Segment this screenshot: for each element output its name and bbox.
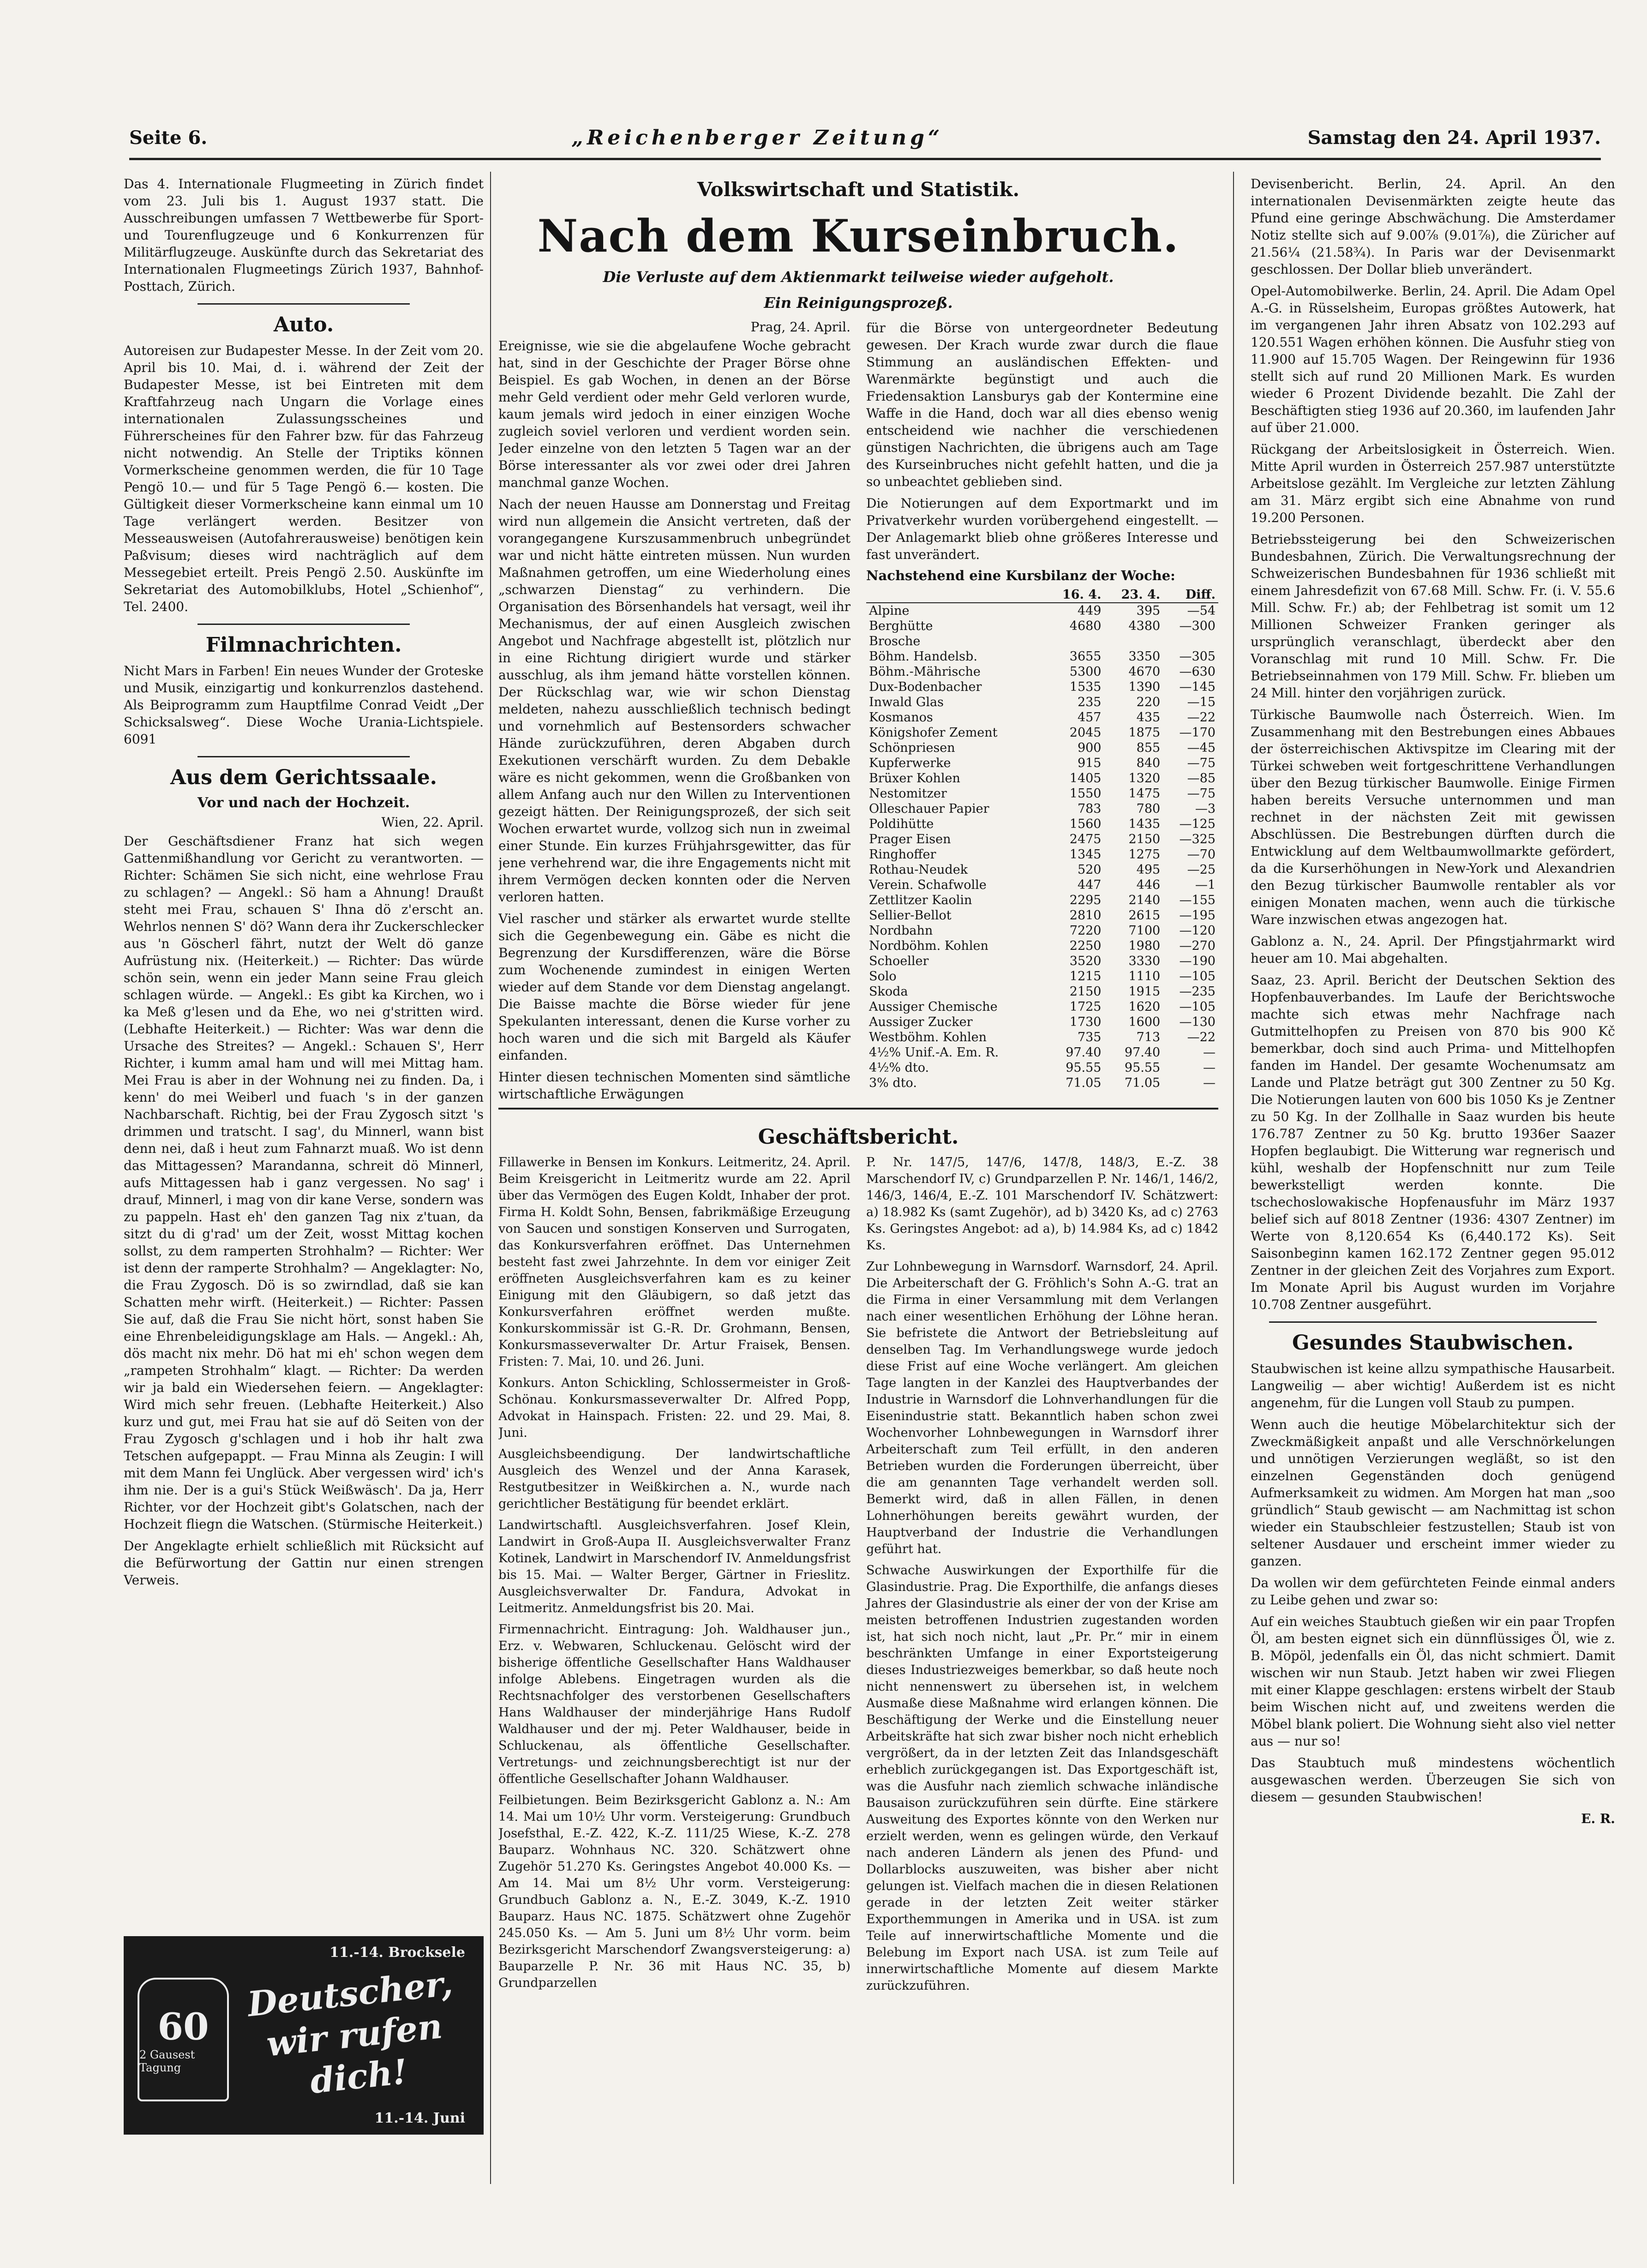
section-heading-gericht: Aus dem Gerichtssaale. [170, 766, 437, 789]
table-cell: Olleschauer Papier [869, 802, 989, 816]
table-cell: 1730 [1069, 1015, 1102, 1029]
section-divider [498, 1108, 1218, 1110]
dateline: Prag, 24. April. [750, 319, 850, 335]
table-cell: 71.05 [1066, 1076, 1102, 1090]
table-cell: —25 [1187, 863, 1216, 877]
table-cell: —155 [1179, 893, 1216, 907]
article-paragraph: Da wollen wir dem gefürchteten Feinde einmal anders zu Leibe gehen und zwar so: [1251, 1575, 1615, 1608]
table-row [866, 847, 1218, 862]
table-cell: Schoeller [869, 954, 929, 968]
table-cell: Sellier-Bellot [869, 908, 952, 923]
table-cell: — [1203, 1061, 1216, 1075]
table-cell: 5300 [1069, 665, 1102, 679]
ad-badge-text: 2 Gausest Tagung [139, 2048, 195, 2074]
table-cell: 95.55 [1124, 1061, 1161, 1075]
table-cell: 97.40 [1066, 1045, 1102, 1060]
section-heading-auto: Auto. [273, 313, 334, 336]
table-cell: 495 [1136, 863, 1161, 877]
table-cell: — [1203, 1045, 1216, 1060]
table-row [866, 1060, 1218, 1075]
table-cell: 1390 [1128, 680, 1161, 694]
table-cell: —235 [1179, 984, 1216, 999]
table-cell: 855 [1136, 741, 1161, 755]
table-cell: —85 [1187, 771, 1216, 786]
article-paragraph: Nach der neuen Hausse am Donnerstag und Freitag wird nun allgemein die Ansicht vertreten, daß der vorangegangene Kurszusammenbruch unbegründet war und nicht hätte eintreten müssen. Nun wurden Maßnahmen getroffen, um eine Wiederholung eines „schwarzen Dienstag“ zu verhindern. Die Organisation des Börsenhandels hat versagt, weil ihr Mechanismus, der auf einen Ausgleich zwischen Angebot und Nachfrage abgestellt ist, plötzlich nur in eine Richtung dirigiert wurde und stärker ausschlug, als ihm jemand hätte vorstellen können. Der Rückschlag war, wie wir schon Dienstag meldeten, nahezu ausschließlich technisch bedingt und vornehmlich auf Bestensorders schwacher Hände zurückzuführen, deren Abgaben durch Exekutionen verschärft wurden. Zu dem Debakle wäre es nicht gekommen, wenn die Großbanken von allem Anfang auch nur den Willen zu Interventionen gezeigt hätten. Der Reinigungsprozeß, der sich seit Wochen erwartet wurde, vollzog sich nun in zweimal einer Stunde. Ein kurzes Frühjahrsgewitter, das für jene verhehrend war, die ihre Engagements nicht mit ihrem Vermögen decken konnten oder die Nerven verloren hatten. [498, 497, 850, 905]
table-cell: Schönpriesen [869, 741, 955, 755]
page-number: Seite 6. [129, 126, 208, 149]
table-cell: 2150 [1069, 984, 1102, 999]
ad-badge-number: 60 [157, 2005, 209, 2048]
table-cell: 71.05 [1124, 1076, 1161, 1090]
article-paragraph: Staubwischen ist keine allzu sympathische Hausarbeit. Langweilig — aber wichtig! Außerdem ist es nicht angenehm, für die Lungen voll Staub zu pumpen. [1251, 1361, 1615, 1410]
table-row [866, 756, 1218, 771]
notice: Ausgleichsbeendigung. Der landwirtschaftliche Ausgleich des Wenzel und der Anna Karasek, Restgutbesitzer in Weißkirchen a. N., wurde nach gerichtlicher Bestätigung für beendet erklärt. [498, 1447, 850, 1511]
table-cell: 735 [1077, 1030, 1102, 1044]
table-cell: —70 [1187, 847, 1216, 862]
table-cell: —105 [1179, 1000, 1216, 1014]
article-paragraph: Wenn auch die heutige Möbelarchitektur sich der Zweckmäßigkeit anpaßt und alle Verschnörkelungen und unnötigen Verzierungen wegläßt, so ist den einzelnen Gegenständen doch genügend Aufmerksamkeit zu widmen. Am Morgen hat man „soo gründlich“ Staub gewischt — am Nachmittag ist schon wieder ein Staubschleier festzustellen; Staub ist von seltener Ausdauer und erscheint immer wieder zu ganzen. [1251, 1417, 1615, 1569]
table-cell [1045, 634, 1104, 649]
table-cell: Skoda [869, 984, 908, 999]
table-header-cell: Diff. [1163, 587, 1218, 603]
table-cell [1163, 634, 1218, 649]
notice: Firmennachricht. Eintragung: Joh. Waldhauser jun., Erz. v. Webwaren, Schluckenau. Gelöscht wird der bisherige öffentliche Gesellschafter Hans Waldhauser infolge Ablebens. Eingetragen wurden als die Rechtsnachfolger des verstorbenen Gesellschafters Hans Waldhauser der minderjährige Hans Rudolf Waldhauser und der mj. Peter Waldhauser, beide in Schluckenau, als öffentliche Gesellschafter. Vertretungs- und zeichnungsberechtigt ist nur der öffentliche Gesellschafter Johann Waldhauser. [498, 1622, 850, 1786]
table-cell: Inwald Glas [869, 695, 944, 709]
table-cell: —130 [1179, 1015, 1216, 1029]
table-cell: 1535 [1069, 680, 1102, 694]
table-cell: Poldihütte [869, 817, 934, 831]
table-cell: Solo [869, 969, 897, 984]
masthead [129, 124, 1601, 151]
table-cell: 1345 [1069, 847, 1102, 862]
table-cell: 449 [1077, 604, 1102, 618]
table-cell: Nordböhm. Kohlen [869, 939, 988, 953]
table-cell: — [1203, 1076, 1216, 1090]
table-cell: 220 [1136, 695, 1161, 709]
article-hopfen: Saaz, 23. April. Bericht der Deutschen Sektion des Hopfenbauverbandes. Im Laufe der Berichtswoche machte sich etwas mehr Nachfrage nach Gutmittelhopfen zu Preisen von 870 bis 900 Kč bemerkbar, doch sind auch Prima- und Mittelhopfen fanden im Handel. Der gesamte Wochenumsatz am Lande und Platze beträgt gut 300 Zentner zu 50 Kg. Die Notierungen lauten von 600 bis 1050 Ks je Zentner zu 50 Kg. In der Zollhalle in Saaz wurden bis heute 176.787 Zentner zu 50 Kg. brutto 1936er Saazer Hopfen beglaubigt. Die Witterung war regnerisch und kühl, weshalb der Hopfenschnitt nur zum Teile bewerkstelligt werden konnte. Die tschechoslowakische Hopfenausfuhr im März 1937 belief sich auf 8018 Zentner (1936: 4307 Zentner) im Werte von 8,120.654 Ks (6,440.172 Ks). Seit Saisonbeginn kamen 162.172 Zentner gegen 95.012 Zentner in der gleichen Zeit des Vorjahres zum Export. Im Monate April bis August wurden im Vorjahre 10.708 Zentner ausgeführt. [1251, 972, 1615, 1312]
table-cell: 2140 [1128, 893, 1161, 907]
ad-slogan: Deutscher, wir rufen dich! [246, 1963, 455, 2102]
article-gericht-closing: Der Angeklagte erhielt schließlich mit Rücksicht auf die Befürwortung der Gattin nur einen strengen Verweis. [124, 1538, 484, 1588]
ad-date-top: 11.-14. Brocksele [329, 1944, 465, 1961]
article-column-a [498, 319, 850, 1107]
table-row [866, 816, 1218, 832]
section-heading-staub: Gesundes Staubwischen. [1292, 1331, 1574, 1355]
table-cell: —300 [1179, 619, 1216, 633]
table-cell: 2045 [1069, 726, 1102, 740]
table-row [866, 862, 1218, 877]
article-paragraph: Hinter diesen technischen Momenten sind sämtliche wirtschaftliche Erwägungen [498, 1069, 850, 1102]
article-column-b [866, 319, 1218, 1107]
article-paragraph: Die Notierungen auf dem Exportmarkt und im Privatverkehr wurden vorübergehend eingestellt. — Der Anlagemarkt blieb ohne größeres Interesse und fast unverändert. [866, 496, 1218, 562]
article-columns [498, 319, 1218, 1107]
business-column-a [498, 1154, 850, 1999]
section-heading-film: Filmnachrichten. [205, 633, 402, 657]
divider [198, 624, 410, 625]
notice: Schwache Auswirkungen der Exporthilfe für die Glasindustrie. Prag. Die Exporthilfe, die anfangs dieses Jahres der Glasindustrie als einer der von der Krise am meisten betroffenen Industrien zugestanden worden ist, hat sich noch nicht, laut „Pr. Pr.“ mir in einem beschränkten Umfange in einer Exportsteigerung dieses Industriezweiges bemerkbar, so daß heute noch nicht nennenswert zu übersehen ist, in welchem Ausmaße diese Maßnahme wird erlangen können. Die Beschäftigung der Werke und die Einstellung neuer Arbeitskräfte hat sich zwar bisher noch nicht erheblich vergrößert, da in der letzten Zeit das Inlandsgeschäft erheblich zurückgegangen ist. Das Exportgeschäft ist, was die Ausfuhr nach ziemlich schwache inländische Bausaison zurückzuführen sein dürfte. Eine stärkere Ausweitung des Exportes könnte von den Werken nur erzielt werden, wenn es gelingen würde, den Verkauf nach anderen Ländern als jenen des Pfund- und Dollarblocks auszuweiten, was bisher aber nicht gelungen ist. Vielfach machen die in diesen Relationen gerade in der letzten Zeit weiter stärker Exporthemmungen in Amerika und in USA. ist zum Teile auf innerwirtschaftliche Momente und die Belebung im Export nach USA. ist zum Teile auf innerwirtschaftliche Momente auf diesem Markte zurückzuführen. [866, 1563, 1218, 1993]
table-cell: —190 [1179, 954, 1216, 968]
table-cell: Brüxer Kohlen [869, 771, 960, 786]
subheadline: Die Verluste auf dem Aktienmarkt teilweise wieder aufgeholt. [603, 268, 1114, 286]
article-paragraph: für die Börse von untergeordneter Bedeutung gewesen. Der Krach wurde zwar durch die flaue Stimmung an ausländischen Effekten- und Warenmärkte begünstigt und auch die Friedensaktion Lansburys gab der Kontermine eine Waffe in die Hand, doch war all dies ebenso wenig entscheidend wie nachher die verschiedenen günstigen Nachrichten, die übrigens auch am Tage des Kurseinbruches nicht gefehlt hatten, und die ja so unbeachtet geblieben sind. [866, 320, 1218, 489]
table-header-cell: 23. 4. [1104, 587, 1163, 603]
table-header-row [866, 587, 1218, 603]
table-cell: 1110 [1128, 969, 1161, 984]
notice: Feilbietungen. Beim Bezirksgericht Gablonz a. N.: Am 14. Mai um 10½ Uhr vorm. Versteigerung: Grundbuch Josefsthal, E.-Z. 422, K.-Z. 111/25 Wiese, K.-Z. 278 Bauparz. Wohnhaus NC. 320. Schätzwert ohne Zugehör 51.270 Ks. Geringstes Angebot 40.000 Ks. — Am 14. Mai um 8½ Uhr vorm. Versteigerung: Grundbuch Gablonz a. N., E.-Z. 3049, K.-Z. 1910 Bauparz. Haus NC. 1875. Schätzwert ohne Zugehör 245.050 Ks. — Am 5. Juni um 8½ Uhr vorm. beim Bezirksgericht Marschendorf Zwangsversteigerung: a) Bauparzelle P. Nr. 36 mit Haus NC. 35, b) Grundparzellen [498, 1793, 850, 1990]
article-baumwolle: Türkische Baumwolle nach Österreich. Wien. Im Zusammenhang mit den Bestrebungen eines Abbaues der österreichischen Aktivspitze im Clearing mit der Türkei schweben weit fortgeschrittene Verhandlungen über den Bezug türkischer Baumwolle. Einige Firmen haben bereits Versuche unternommen und man rechnet in der nächsten Zeit mit gewissen Abschlüssen. Die Bestrebungen dürften durch die Entwicklung auf dem Weltbaumwollmarkte gefördert, da die Kurserhöhungen in New-York und Alexandrien den Bezug türkischer Baumwolle rentabler als vor einigen Monaten machen, wenn auch die türkische Ware inzwischen etwas angezogen hat. [1251, 707, 1615, 927]
table-row [866, 832, 1218, 847]
table-cell: —305 [1179, 649, 1216, 664]
section-heading-geschaeft: Geschäftsbericht. [758, 1125, 959, 1149]
table-cell: Aussiger Chemische [869, 1000, 998, 1014]
table-cell: 2810 [1069, 908, 1102, 923]
table-cell: —15 [1187, 695, 1216, 709]
table-cell: 3% dto. [869, 1076, 917, 1090]
table-cell: —630 [1179, 665, 1216, 679]
table-cell: 1475 [1128, 786, 1161, 801]
table-row [866, 679, 1218, 695]
table-cell: 1600 [1128, 1015, 1161, 1029]
table-cell: 915 [1077, 756, 1102, 770]
table-row [866, 618, 1218, 634]
table-cell: —22 [1187, 1030, 1216, 1044]
table-cell: Brosche [869, 634, 921, 648]
table-cell: —105 [1179, 969, 1216, 984]
table-row [866, 603, 1218, 618]
article-gablonz: Gablonz a. N., 24. April. Der Pfingstjahrmarkt wird heuer am 10. Mai abgehalten. [1251, 934, 1615, 966]
newspaper-title: „Reichenberger Zeitung“ [571, 126, 944, 150]
business-column-b [866, 1154, 1218, 1999]
table-cell: 3350 [1128, 649, 1161, 664]
table-cell: Königshofer Zement [869, 726, 998, 740]
table-row [866, 908, 1218, 923]
table-cell: Kosmanos [869, 710, 933, 725]
table-cell: Kupferwerke [869, 756, 951, 770]
table-cell: 783 [1077, 802, 1102, 816]
table-row [866, 923, 1218, 938]
table-cell: 435 [1136, 710, 1161, 725]
table-cell: 4380 [1128, 619, 1161, 633]
table-row [866, 664, 1218, 679]
table-cell: Rothau-Neudek [869, 863, 968, 877]
table-cell: 235 [1077, 695, 1102, 709]
table-row [866, 1014, 1218, 1030]
table-cell: 1275 [1128, 847, 1161, 862]
table-cell: 446 [1136, 878, 1161, 892]
table-cell: 1405 [1069, 771, 1102, 786]
table-cell: 2150 [1128, 832, 1161, 846]
table-cell: —75 [1187, 756, 1216, 770]
table-cell: 3520 [1069, 954, 1102, 968]
table-cell: 1980 [1128, 939, 1161, 953]
table-row [866, 1045, 1218, 1060]
table-cell: 1550 [1069, 786, 1102, 801]
table-cell: 3330 [1128, 954, 1161, 968]
table-cell: 7100 [1128, 924, 1161, 938]
article-opel: Opel-Automobilwerke. Berlin, 24. April. Die Adam Opel A.-G. in Rüsselsheim, Europas größtes Autowerk, hat im vergangenen Jahr ihren Absatz von 102.293 auf 120.551 Wagen erhöhen können. Die Ausfuhr stieg von 11.900 auf 15.705 Wagen. Der Reingewinn für 1936 stellt sich auf rund 20 Millionen Mark. Es wurden wieder 6 Prozent Dividende bezahlt. Die Zahl der Beschäftigten stieg 1936 auf 20.360, im laufenden Jahr auf über 21.000. [1251, 283, 1615, 435]
table-cell: —145 [1179, 680, 1216, 694]
signature: E. R. [1581, 1811, 1615, 1826]
table-row [866, 1030, 1218, 1045]
section-kicker: Volkswirtschaft und Statistik. [697, 178, 1020, 201]
article-bundesbahnen: Betriebssteigerung bei den Schweizerischen Bundesbahnen, Zürich. Die Verwaltungsrechnung der Schweizerischen Bundesbahnen für 1936 schließt mit einem Jahresdefizit von 67.68 Mill. Schw. Fr. (i. V. 55.6 Mill. Schw. Fr.) ab; der Fehlbetrag ist somit um 12 Millionen Schweizer Franken geringer als ursprünglich veranschlagt, überdeckt aber den Voranschlag mit rund 10 Mill. Schw. Fr. Die Betriebseinnahmen von 179 Mill. Schw. Fr. blieben um 24 Mill. hinter den vorjährigen zurück. [1251, 532, 1615, 701]
business-columns [498, 1154, 1218, 1999]
issue-date: Samstag den 24. April 1937. [1307, 126, 1601, 149]
notice: P. Nr. 147/5, 147/6, 147/8, 148/3, E.-Z. 38 Marschendorf IV, c) Grundparzellen P. Nr. 146/1, 146/2, 146/3, 146/4, E.-Z. 101 Marschendorf IV. Schätzwert: a) 18.982 Ks (samt Zugehör), ad b) 3420 Ks, ad c) 2763 Ks. Geringstes Angebot: ad a), b) 14.984 Ks, ad c) 1842 Ks. [866, 1155, 1218, 1253]
table-cell: —75 [1187, 786, 1216, 801]
article-autoreisen: Autoreisen zur Budapester Messe. In der Zeit vom 20. April bis 10. Mai, d. i. während der Zeit der Budapester Messe, ist bei Eintreten mit dem Kraftfahrzeug nach Ungarn die Vorlage eines internationalen Zulassungsscheines und Führerscheines für den Fahrer bzw. für das Fahrzeug nicht notwendig. An Stelle der Triptiks können Vormerkscheine genommen werden, die für 10 Tage Pengö 10.— und für 5 Tage Pengö 6.— kosten. Die Gültigkeit dieser Vormerkscheine kann einmal um 10 Tage verlängert werden. Besitzer von Messeausweisen (Autofahrerausweise) benötigen kein Paßvisum; dieses wird nachträglich auf dem Messegebiet erteilt. Preis Pengö 2.50. Auskünfte im Sekretariat des Automobilklubs, Hotel „Schienhof“, Tel. 2400. [124, 343, 484, 614]
table-row [866, 771, 1218, 786]
table-cell: 1560 [1069, 817, 1102, 831]
table-cell: —325 [1179, 832, 1216, 846]
table-cell: Böhm.-Mährische [869, 665, 981, 679]
table-cell: 97.40 [1124, 1045, 1161, 1060]
table-cell: 4½% dto. [869, 1061, 929, 1075]
subheadline-2: Ein Reinigungsprozeß. [764, 294, 953, 312]
ad-date-bottom: 11.-14. Juni [374, 2110, 465, 2126]
table-row [866, 786, 1218, 801]
table-cell: —3 [1195, 802, 1216, 816]
dateline: Wien, 22. April. [381, 815, 484, 830]
table-row [866, 725, 1218, 740]
table-cell: 2475 [1069, 832, 1102, 846]
table-row [866, 710, 1218, 725]
article-flugmeeting: Das 4. Internationale Flugmeeting in Zürich findet vom 23. Juli bis 1. August 1937 statt. Die Ausschreibungen umfassen 7 Wettbewerbe für Sport- und Tourenflugzeuge und 6 Konkurrenzen für Militärflugzeuge. Auskünfte durch das Sekretariat des Internationalen Flugmeetings Zürich 1937, Bahnhof-Posttach, Zürich. [124, 176, 484, 294]
table-cell: 4680 [1069, 619, 1102, 633]
table-row [866, 938, 1218, 954]
notice: Landwirtschaftl. Ausgleichsverfahren. Josef Klein, Landwirt in Groß-Aupa II. Ausgleichsverwalter Franz Kotinek, Landwirt in Marschendorf IV. Anmeldungsfrist bis 15. Mai. — Walter Berger, Gärtner in Frieslitz. Ausgleichsverwalter Dr. Fandura, Advokat in Leitmeritz. Anmeldungsfrist bis 20. Mai. [498, 1518, 850, 1615]
table-cell: Zettlitzer Kaolin [869, 893, 972, 907]
table-cell: Nestomitzer [869, 786, 947, 801]
table-cell: —1 [1195, 878, 1216, 892]
table-header-cell [866, 587, 1045, 603]
divider [198, 756, 410, 757]
article-subheading: Vor und nach der Hochzeit. [197, 795, 410, 811]
table-cell: —120 [1179, 924, 1216, 938]
table-row [866, 999, 1218, 1014]
table-row [866, 877, 1218, 893]
column-divider [1233, 172, 1234, 2184]
table-cell [1104, 634, 1163, 649]
table-cell: —170 [1179, 726, 1216, 740]
table-row [866, 634, 1218, 649]
table-row [866, 801, 1218, 816]
article-paragraph: Auf ein weiches Staubtuch gießen wir ein paar Tropfen Öl, am besten eignet sich ein dünnflüssiges Öl, wie z. B. Möpöl, jedenfalls ein Öl, das nicht schmiert. Damit wischen wir nun Staub. Jetzt haben wir zwei Fliegen mit einer Klappe geschlagen: erstens wirbelt der Staub beim Wischen nicht auf, und zweitens werden die Möbel blank poliert. Die Wohnung sieht also viel netter aus — nur so! [1251, 1614, 1615, 1749]
table-cell: Dux-Bodenbacher [869, 680, 982, 694]
table-cell: 1875 [1128, 726, 1161, 740]
column-right [1251, 175, 1615, 2178]
article-paragraph: Das Staubtuch muß mindestens wöchentlich ausgewaschen werden. Überzeugen Sie sich von diesem — gesunden Staubwischen! [1251, 1755, 1615, 1805]
table-cell: Aussiger Zucker [869, 1015, 973, 1029]
table-cell: Verein. Schafwolle [869, 878, 987, 892]
table-row [866, 984, 1218, 999]
masthead-rule [129, 158, 1601, 160]
table-cell: 4670 [1128, 665, 1161, 679]
stock-price-table [866, 587, 1218, 1091]
table-cell: 457 [1077, 710, 1102, 725]
notice: Fillawerke in Bensen im Konkurs. Leitmeritz, 24. April. Beim Kreisgericht in Leitmeritz wurde am 22. April über das Vermögen des Eugen Koldt, Inhaber der prot. Firma H. Koldt Sohn, Bensen, fabrikmäßige Erzeugung von Saucen und sonstigen Konserven und Surrogaten, das Konkursverfahren eröffnet. Das Unternehmen besteht fast zwei Jahrzehnte. In dem vor einiger Zeit eröffneten Ausgleichsverfahren kam es zu keiner Einigung mit den Gläubigern, so daß jetzt das Konkursverfahren eröffnet werden mußte. Konkurskommissär ist G.-R. Dr. Grohmann, Bensen, Konkursmasseverwalter Dr. Artur Fraisek, Bensen. Fristen: 7. Mai, 10. und 26. Juni. [498, 1155, 850, 1369]
table-cell: 7220 [1069, 924, 1102, 938]
notice: Konkurs. Anton Schickling, Schlossermeister in Groß-Schönau. Konkursmasseverwalter Dr. Alfred Popp, Advokat in Hainspach. Fristen: 22. und 29. Mai, 8. Juni. [498, 1376, 850, 1440]
table-cell: —195 [1179, 908, 1216, 923]
table-cell: —125 [1179, 817, 1216, 831]
table-row [866, 695, 1218, 710]
table-cell: 1215 [1069, 969, 1102, 984]
table-cell: —45 [1187, 741, 1216, 755]
headline: Nach dem Kurseinbruch. [537, 210, 1180, 262]
table-row [866, 740, 1218, 756]
table-body [866, 603, 1218, 1091]
table-row [866, 893, 1218, 908]
table-cell: 780 [1136, 802, 1161, 816]
table-cell: —270 [1179, 939, 1216, 953]
table-cell: Prager Eisen [869, 832, 951, 846]
column-center-business [498, 1117, 1218, 2174]
table-cell: 2615 [1128, 908, 1161, 923]
table-cell: Nordbahn [869, 924, 933, 938]
table-cell: 840 [1136, 756, 1161, 770]
table-cell: Böhm. Handelsb. [869, 649, 977, 664]
table-cell: Alpine [869, 604, 910, 618]
article-film: Nicht Mars in Farben! Ein neues Wunder der Groteske und Musik, einzigartig und konkurrenzlos dastehend. Als Beiprogramm zum Hauptfilme Conrad Veidt „Der Schicksalsweg“. Diese Woche Urania-Lichtspiele. 6091 [124, 663, 484, 747]
table-row [866, 649, 1218, 664]
article-paragraph: Ereignisse, wie sie die abgelaufene Woche gebracht hat, sind in der Geschichte der Prager Börse ohne Beispiel. Es gab Wochen, in denen an der Börse mehr Geld verdient oder mehr Geld verloren wurde, kaum jemals wird jedoch in einer einzigen Woche zugleich soviel verloren und verdient worden sein. Jeder einzelne von den letzten 5 Tagen war an der Börse interessanter als vor zwei oder drei Jahren manchmal ganze Wochen. [498, 338, 850, 490]
table-cell: 1435 [1128, 817, 1161, 831]
column-divider [490, 172, 491, 2184]
table-cell: 1320 [1128, 771, 1161, 786]
table-cell: 1620 [1128, 1000, 1161, 1014]
table-cell: 95.55 [1066, 1061, 1102, 1075]
table-row [866, 954, 1218, 969]
article-gericht-body: Der Geschäftsdiener Franz hat sich wegen Gattenmißhandlung vor Gericht zu verantworten. — Richter: Schämen Sie sich nicht, eine wehrlose Frau zu schlagen? — Angekl.: Sö ham a Ahnung! Draußt steht mei Frau, schauen S' Ihna dö z'erscht an. Wehrlos nennen S' dö? Wann dera ihr Zuckerschlecker aus 'n Göscherl fährt, nutzt der Welt dö ganze Aufrüstung nix. (Heiterkeit.) — Richter: Das würde schön sein, wenn ein jeder Mann seine Frau gleich schlagen würde. — Angekl.: Es gibt ka Kirchen, wo i ka Meß g'lesen und da Ehe, wo nei g'stritten wird. (Lebhafte Heiterkeit.) — Richter: Was war denn die Ursache des Streites? — Angekl.: Schauen S', Herr Richter, i kumm amal ham und will mei Mittag ham. Mei Frau is aber in der Wohnung nei zu finden. Da, i kenn' do mei Weiberl und fuach 's in der ganzen Nachbarschaft. Richtig, bei der Frau Zygosch sitzt 's drimmen und tratscht. I sag', du Minnerl, wann bist denn nei, daß i heut zum Fahnarzt muaß. Wo ist denn das Mittagessen? Marandanna, schreit dö Minnerl, aufs Mittagessen hab i ganz vergessen. No sag' i drauf, Minnerl, i mag von dir kane Verse, sondern was zu pappeln. Hast eh' den ganzen Tag nix z'tuan, da sitzt du di g'rad' um der Zeit, wosst Mittag kochen sollst, zu dem ramperten Strohhalm? — Richter: Wer ist denn der ramperte Strohhalm? — Angeklagter: No, die Frau Zygosch. Dö is so zwirndlad, daß sie kan Schatten mehr wirft. (Heiterkeit.) — Richter: Passen Sie auf, daß die Frau Sie nicht hört, sonst haben Sie eine Ehrenbeleidigungsklage am Hals. — Angekl.: Ah, dös macht nix mehr. Dö hat mi eh' schon wegen dem „rampeten Strohhalm“ klagt. — Richter: Da werden wir ja bald ein Wiedersehen feiern. — Angeklagter: Wird mich sehr freuen. (Lebhafte Heiterkeit.) Also kurz und gut, mei Frau hat sie auf dö Seiten von der Frau Zygosch g'schlagen und i hob ihr halt zwa Tetschen aufgepappt. — Frau Minna als Zeugin: I will mit dem Mann fei Unglück. Aber vergessen wird' ich's ihm nie. Der is a gui's Stück Weißwäsch'. Da ja, Herr Richter, vor der Hochzeit gibt's Golatschen, nach der Hochzeit fliegn die Watschen. (Stürmische Heiterkeit.) [124, 834, 484, 1532]
ad-badge-emblem [138, 1978, 229, 2101]
table-cell: Ringhoffer [869, 847, 936, 862]
table-cell: 2295 [1069, 893, 1102, 907]
table-cell: 395 [1136, 604, 1161, 618]
table-cell: 1915 [1128, 984, 1161, 999]
article-arbeitslosigkeit: Rückgang der Arbeitslosigkeit in Österreich. Wien. Mitte April wurden in Österreich 257.987 unterstützte Arbeitslose gezählt. Im Vergleiche zur letzten Zählung am 31. März ergibt sich eine Abnahme von rund 19.200 Personen. [1251, 442, 1615, 525]
table-cell: 4½% Unif.-A. Em. R. [869, 1045, 999, 1060]
table-cell: Westböhm. Kohlen [869, 1030, 987, 1044]
table-row [866, 969, 1218, 984]
table-cell: 3655 [1069, 649, 1102, 664]
table-cell: 520 [1077, 863, 1102, 877]
divider [1269, 1321, 1597, 1323]
table-cell: 900 [1077, 741, 1102, 755]
table-cell: 1725 [1069, 1000, 1102, 1014]
table-cell: 2250 [1069, 939, 1102, 953]
table-cell: Berghütte [869, 619, 933, 633]
table-row [866, 1075, 1218, 1091]
table-cell: 447 [1077, 878, 1102, 892]
table-cell: 713 [1136, 1030, 1161, 1044]
table-cell: —22 [1187, 710, 1216, 725]
divider [198, 303, 410, 305]
table-cell: —54 [1187, 604, 1216, 618]
article-paragraph: Viel rascher und stärker als erwartet wurde stellte sich die Gegenbewegung ein. Gäbe es nicht die Begrenzung der Kursdifferenzen, wäre die Börse zum Wochenende zumindest in einigen Werten wieder auf dem Stande vor dem Dienstag angelangt. Die Baisse machte die Börse wieder für jene Spekulanten interessant, denen die Kurse vorher zu hoch waren und die sich mit Bargeld als Käufer einfanden. [498, 911, 850, 1063]
table-caption: Nachstehend eine Kursbilanz der Woche: [866, 568, 1175, 583]
article-devisen: Devisenbericht. Berlin, 24. April. An den internationalen Devisenmärkten zeigte heute das Pfund eine geringe Abschwächung. Die Amsterdamer Notiz stellte sich auf 9.00⅞ (9.01⅞), die Züricher auf 21.56¼ (21.58¾). In Paris war der Devisenmarkt geschlossen. Der Dollar blieb unverändert. [1251, 176, 1615, 277]
column-left [124, 175, 484, 2178]
column-center-economy [498, 175, 1218, 1135]
table-header-cell: 16. 4. [1045, 587, 1104, 603]
notice: Zur Lohnbewegung in Warnsdorf. Warnsdorf, 24. April. Die Arbeiterschaft der G. Fröhlich's Sohn A.-G. trat an die Firma in einer Versammlung mit dem Verlangen nach einer wesentlichen Erhöhung der Löhne heran. Sie befristete die Antwort der Betriebsleitung auf denselben Tag. Im Verhandlungswege wurde jedoch diese Frist auf eine Woche verlängert. Am gleichen Tage langten in der Kanzlei des Hauptverbandes der Industrie in Warnsdorf die Lohnverhandlungen für die Eisenindustrie statt. Bekanntlich haben schon zwei Wochenvorher Lohnbewegungen in Warnsdorf ihrer Arbeiterschaft zum Teil erfüllt, in den anderen Betrieben wurden die Forderungen überreicht, über die am genannten Tage verhandelt werden soll. Bemerkt wird, daß in allen Fällen, in denen Lohnerhöhungen bereits gewährt wurden, der Hauptverband der Industrie die Verhandlungen geführt hat. [866, 1260, 1218, 1556]
advertisement [124, 1936, 484, 2135]
